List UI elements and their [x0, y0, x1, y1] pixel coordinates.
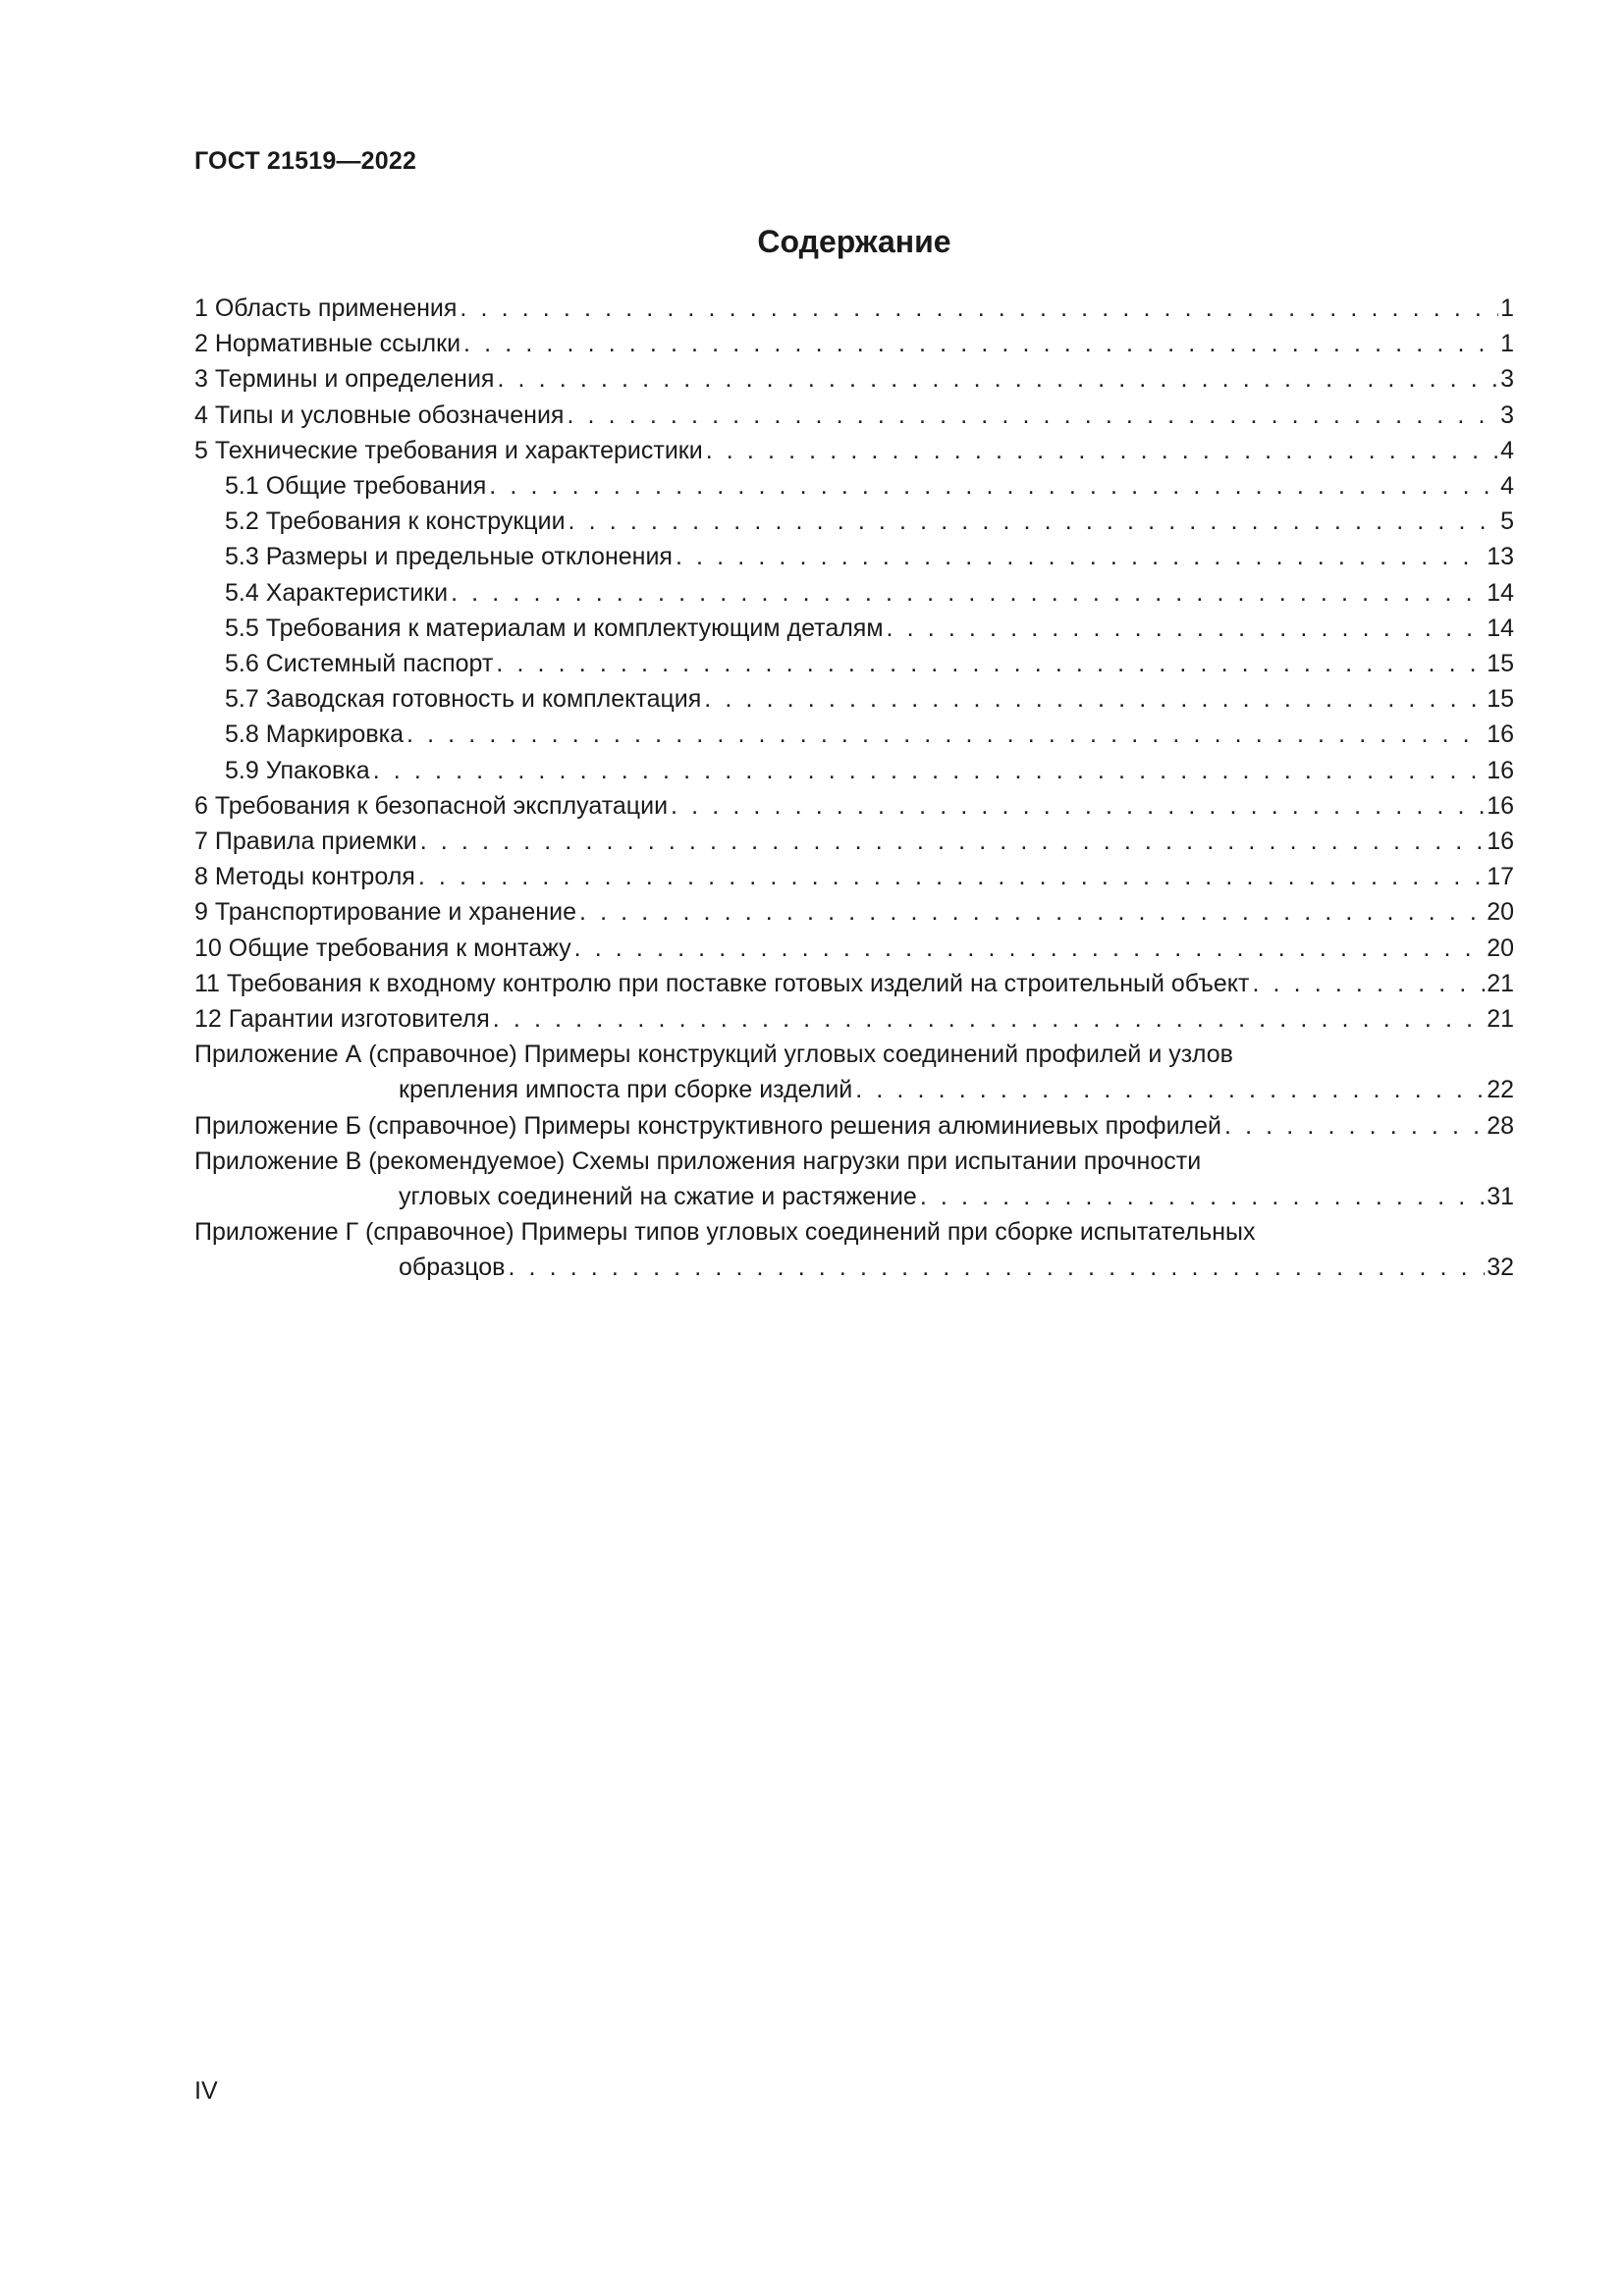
- toc-leader-dots: [451, 575, 1485, 611]
- toc-appendix-title: Приложение Г (справочное) Примеры типов угловых соединений при сборке испытательных: [194, 1218, 1256, 1247]
- toc-appendix-title: Приложение Б (справочное) Примеры конструктивного решения алюминиевых профилей: [194, 1108, 1224, 1144]
- toc-leader-dots: [463, 326, 1498, 361]
- toc-leader-dots: [493, 1001, 1485, 1037]
- toc-leader-dots: [706, 433, 1498, 468]
- toc-entry-text: 5.3 Размеры и предельные отклонения: [225, 539, 676, 574]
- toc-appendix-title: Приложение А (справочное) Примеры конструкций угловых соединений профилей и узлов: [194, 1041, 1233, 1069]
- toc-entry-text: 5.1 Общие требования: [225, 468, 489, 504]
- toc-page-number: 14: [1487, 614, 1514, 642]
- toc-leader-dots: [406, 717, 1485, 752]
- toc-leader-dots: [574, 931, 1486, 966]
- toc-entry-7[interactable]: [194, 824, 1514, 859]
- toc-page-number: 15: [1487, 685, 1514, 714]
- toc-appendix-g[interactable]: [194, 1214, 1514, 1285]
- toc-page-number: 16: [1487, 791, 1514, 820]
- toc-entry-5-4[interactable]: [194, 575, 1514, 611]
- toc-entry-1[interactable]: [194, 291, 1514, 326]
- toc-leader-dots: [920, 1179, 1485, 1214]
- toc-page-number: 5: [1500, 507, 1514, 536]
- toc-leader-dots: [887, 611, 1486, 646]
- toc-page-number: 20: [1487, 898, 1514, 927]
- toc-entry-text: 10 Общие требования к монтажу: [194, 931, 574, 966]
- toc-leader-dots: [579, 894, 1485, 930]
- toc-page-number: 3: [1500, 400, 1514, 429]
- toc-entry-text: 12 Гарантии изготовителя: [194, 1001, 493, 1037]
- toc-leader-dots: [508, 1250, 1485, 1285]
- toc-entry-11[interactable]: [194, 966, 1514, 1001]
- toc-entry-6[interactable]: [194, 788, 1514, 824]
- toc-leader-dots: [1224, 1108, 1485, 1144]
- toc-leader-dots: [489, 468, 1498, 504]
- toc-leader-dots: [568, 504, 1499, 539]
- toc-leader-dots: [671, 788, 1485, 824]
- toc-leader-dots: [676, 539, 1485, 574]
- toc-entry-2[interactable]: [194, 326, 1514, 361]
- toc-entry-10[interactable]: [194, 931, 1514, 966]
- toc-entry-text: 5.2 Требования к конструкции: [225, 504, 568, 539]
- table-of-contents: [194, 291, 1514, 1286]
- toc-appendix-a[interactable]: [194, 1037, 1514, 1107]
- toc-leader-dots: [496, 646, 1485, 681]
- toc-entry-3[interactable]: [194, 361, 1514, 397]
- toc-leader-dots: [567, 398, 1498, 433]
- toc-entry-12[interactable]: [194, 1001, 1514, 1037]
- toc-entry-text: 7 Правила приемки: [194, 824, 420, 859]
- toc-page-number: 16: [1487, 721, 1514, 749]
- toc-page-number: 4: [1500, 472, 1514, 501]
- toc-page-number: 1: [1500, 330, 1514, 358]
- toc-appendix-b[interactable]: [194, 1108, 1514, 1144]
- toc-entry-text: 8 Методы контроля: [194, 859, 418, 894]
- toc-entry-text: 4 Типы и условные обозначения: [194, 398, 567, 433]
- toc-page-number: 20: [1487, 934, 1514, 962]
- toc-entry-text: 5.7 Заводская готовность и комплектация: [225, 681, 704, 717]
- toc-entry-5-1[interactable]: [194, 468, 1514, 504]
- toc-entry-text: 5 Технические требования и характеристики: [194, 433, 706, 468]
- toc-page-number: 32: [1487, 1254, 1514, 1282]
- toc-page-number: 1: [1500, 294, 1514, 322]
- toc-appendix-title-cont: образцов: [399, 1250, 508, 1285]
- toc-page-number: 13: [1487, 543, 1514, 571]
- toc-entry-text: 9 Транспортирование и хранение: [194, 894, 579, 930]
- toc-page-number: 21: [1487, 969, 1514, 997]
- toc-leader-dots: [497, 361, 1498, 397]
- toc-leader-dots: [704, 681, 1485, 717]
- toc-title: Содержание: [757, 224, 951, 259]
- toc-page-number: 22: [1487, 1076, 1514, 1104]
- toc-entry-text: 2 Нормативные ссылки: [194, 326, 463, 361]
- toc-entry-5-9[interactable]: [194, 753, 1514, 788]
- toc-page-number: 3: [1500, 365, 1514, 394]
- page-number: IV: [194, 2077, 218, 2105]
- toc-leader-dots: [373, 753, 1485, 788]
- toc-appendix-title-cont: крепления импоста при сборке изделий: [399, 1072, 855, 1107]
- toc-page-number: 4: [1500, 436, 1514, 464]
- toc-entry-9[interactable]: [194, 894, 1514, 930]
- toc-entry-text: 5.6 Системный паспорт: [225, 646, 496, 681]
- toc-appendix-v[interactable]: [194, 1144, 1514, 1214]
- toc-entry-text: 6 Требования к безопасной эксплуатации: [194, 788, 671, 824]
- toc-page-number: 21: [1487, 1005, 1514, 1034]
- document-id-header: ГОСТ 21519—2022: [194, 147, 417, 175]
- toc-page-number: 28: [1487, 1111, 1514, 1140]
- toc-appendix-title-cont: угловых соединений на сжатие и растяжение: [399, 1179, 920, 1214]
- toc-entry-text: 5.4 Характеристики: [225, 575, 451, 611]
- toc-entry-5-5[interactable]: [194, 611, 1514, 646]
- toc-leader-dots: [420, 824, 1485, 859]
- toc-entry-5-7[interactable]: [194, 681, 1514, 717]
- toc-entry-text: 5.9 Упаковка: [225, 753, 373, 788]
- toc-leader-dots: [418, 859, 1485, 894]
- toc-page-number: 16: [1487, 828, 1514, 856]
- toc-entry-text: 5.8 Маркировка: [225, 717, 406, 752]
- toc-entry-5-6[interactable]: [194, 646, 1514, 681]
- toc-entry-5[interactable]: [194, 433, 1514, 468]
- toc-entry-5-8[interactable]: [194, 717, 1514, 752]
- toc-page-number: 15: [1487, 650, 1514, 678]
- toc-page-number: 17: [1487, 863, 1514, 891]
- toc-entry-5-2[interactable]: [194, 504, 1514, 539]
- toc-page-number: 31: [1487, 1183, 1514, 1211]
- toc-entry-text: 5.5 Требования к материалам и комплектующим деталям: [225, 611, 887, 646]
- toc-leader-dots: [460, 291, 1498, 326]
- toc-leader-dots: [1252, 966, 1485, 1001]
- toc-page-number: 14: [1487, 578, 1514, 607]
- toc-entry-4[interactable]: [194, 398, 1514, 433]
- toc-entry-text: 11 Требования к входному контролю при поставке готовых изделий на строительный объект: [194, 966, 1252, 1001]
- toc-appendix-title: Приложение В (рекомендуемое) Схемы приложения нагрузки при испытании прочности: [194, 1147, 1202, 1175]
- toc-entry-text: 3 Термины и определения: [194, 361, 497, 397]
- toc-entry-5-3[interactable]: [194, 539, 1514, 574]
- toc-entry-text: 1 Область применения: [194, 291, 460, 326]
- toc-entry-8[interactable]: [194, 859, 1514, 894]
- toc-leader-dots: [855, 1072, 1485, 1107]
- toc-page-number: 16: [1487, 756, 1514, 784]
